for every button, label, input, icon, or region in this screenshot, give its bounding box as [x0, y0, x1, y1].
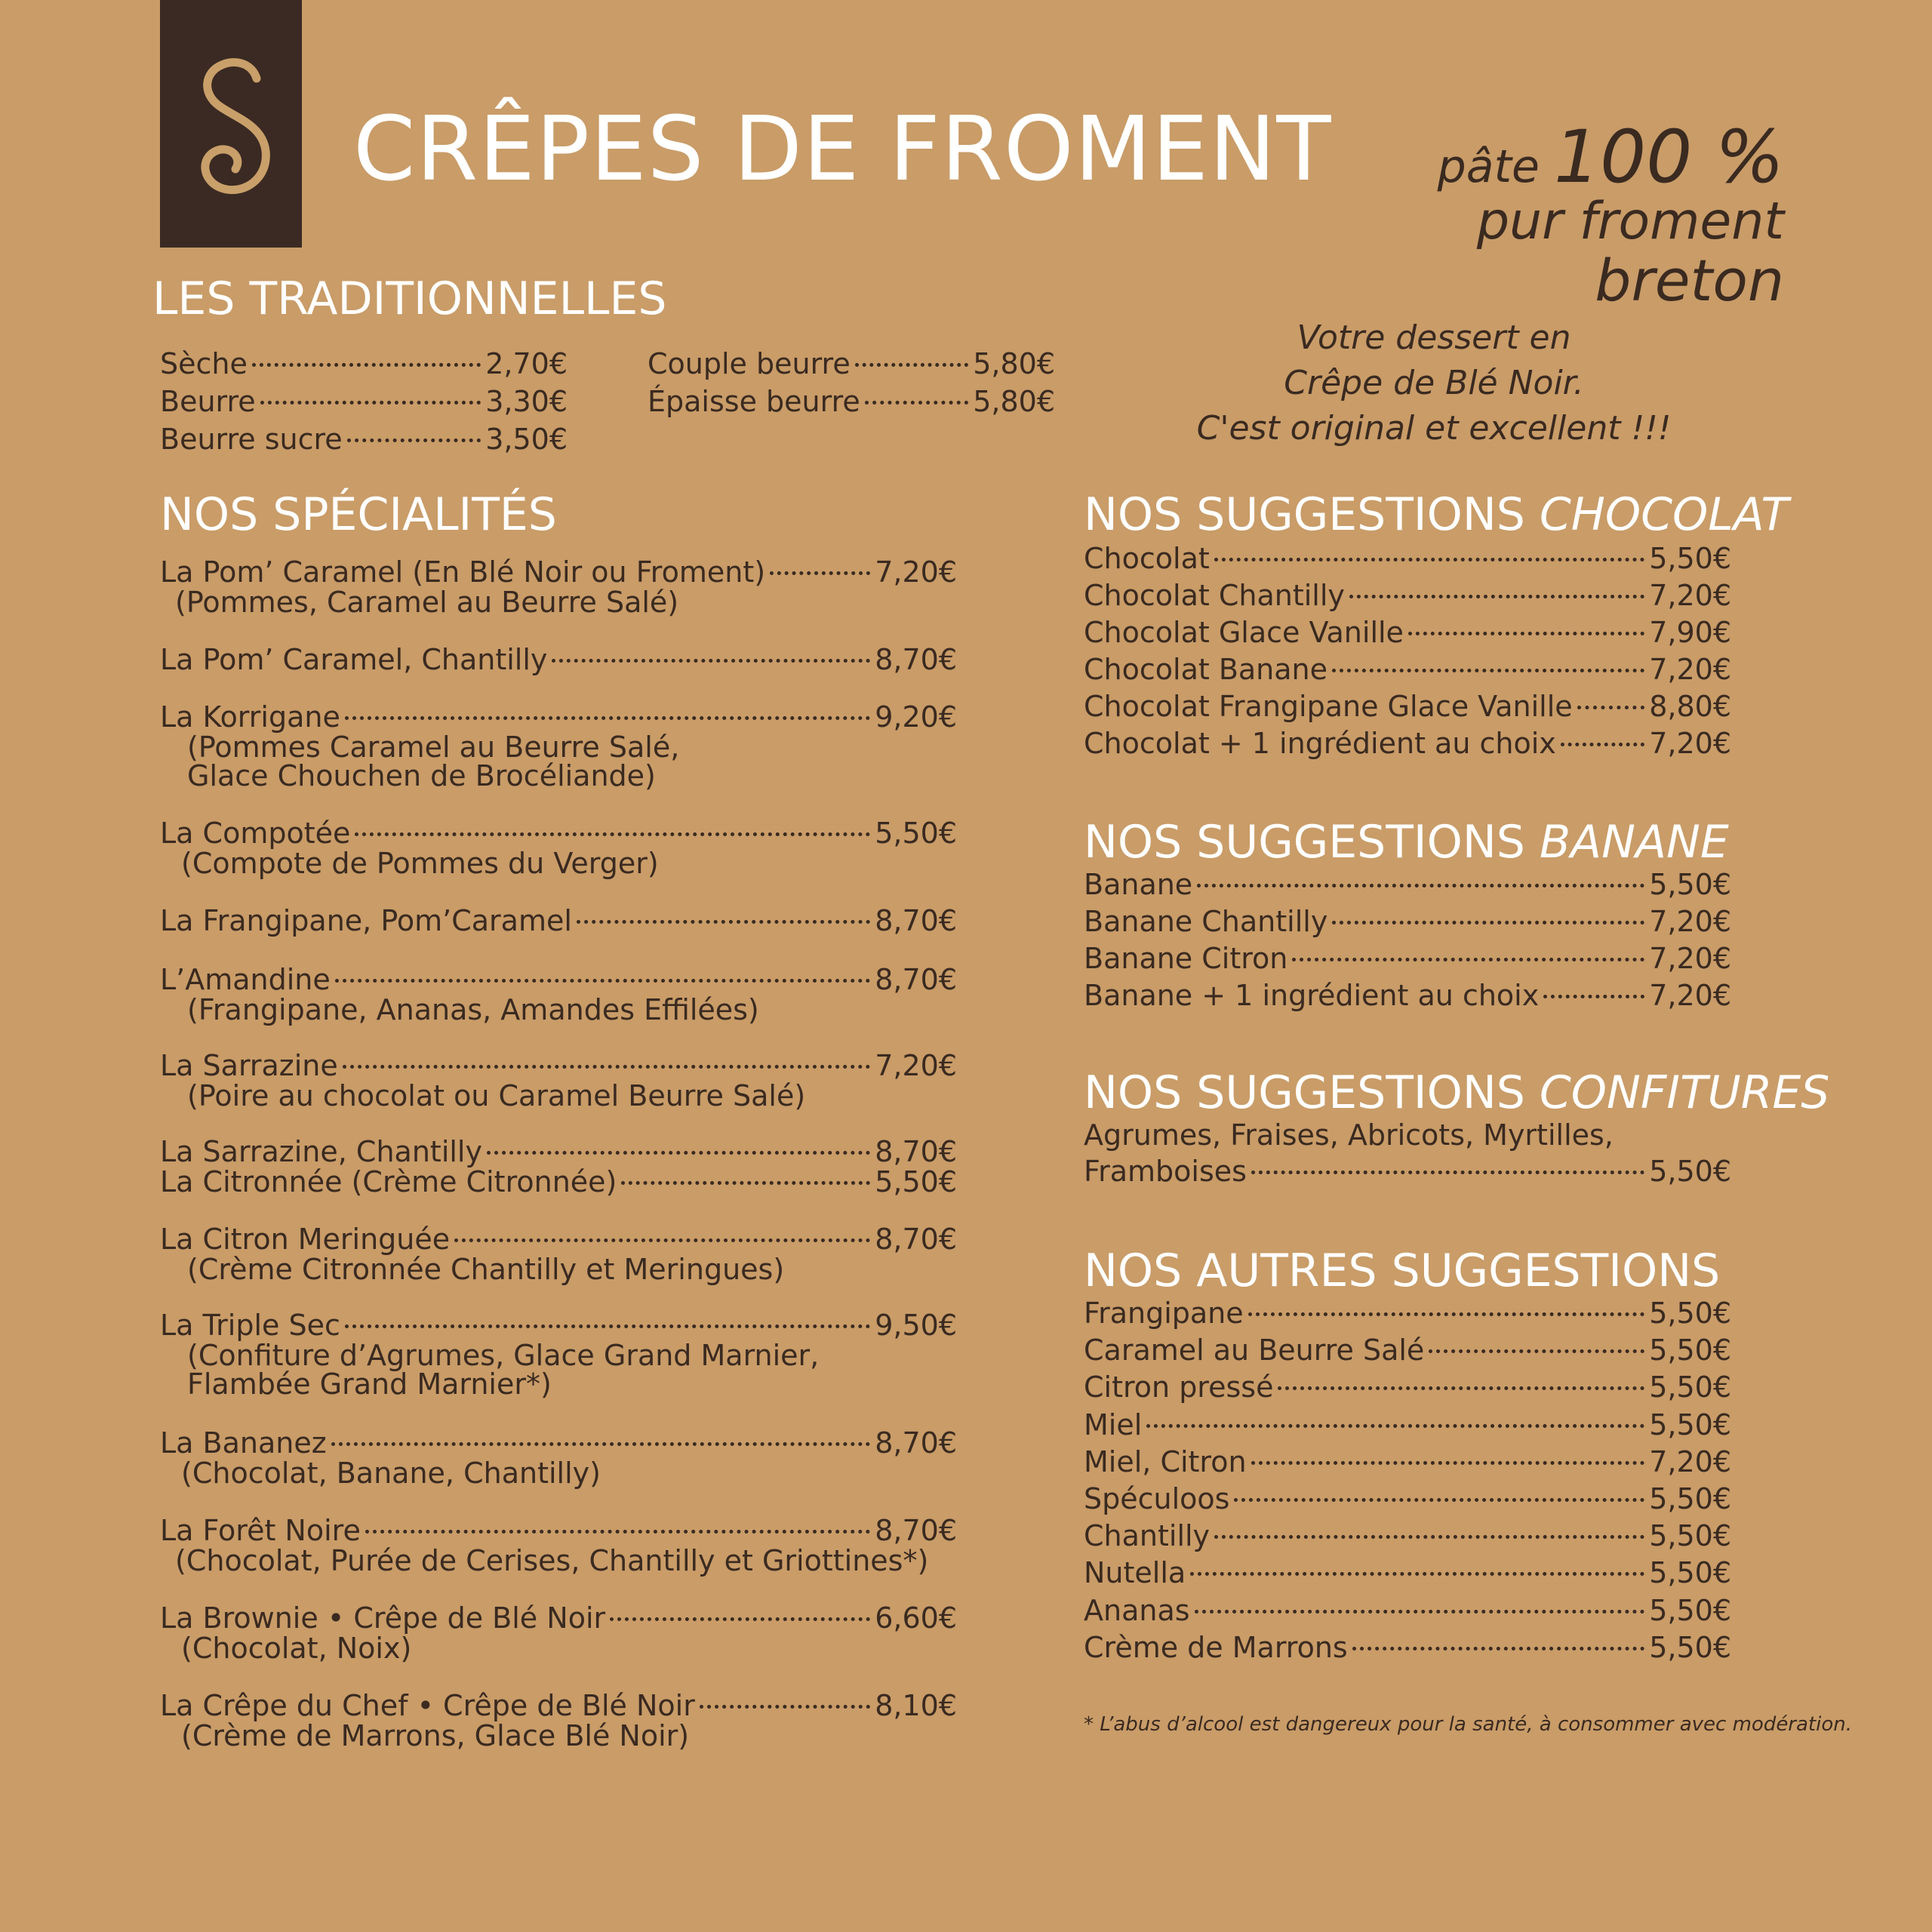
item-label: Chocolat Frangipane Glace Vanille [1084, 690, 1573, 723]
menu-item [1084, 540, 1731, 577]
leader-dots [1251, 1171, 1644, 1174]
item-label: La Korrigane [160, 700, 340, 734]
item-label: Banane + 1 ingrédient au choix [1084, 979, 1540, 1012]
menu-item [1084, 1407, 1731, 1443]
item-name [1084, 1407, 1142, 1443]
section-heading-text: LES TRADITIONNELLES [152, 272, 667, 325]
leader-dots [770, 571, 870, 575]
heading-traditionnelles [152, 272, 667, 325]
menu-item [1084, 1481, 1731, 1517]
item-label: Nutella [1084, 1556, 1186, 1590]
item-price: 8,70€ [875, 1223, 957, 1256]
menu-item [160, 1048, 957, 1084]
item-name [1084, 1332, 1424, 1368]
leader-dots [355, 832, 870, 836]
item-price: 7,20€ [1649, 579, 1731, 612]
menu-item [1084, 1153, 1731, 1189]
item-name [1084, 688, 1573, 724]
item-description: Glace Chouchen de Brocéliande) [187, 759, 656, 792]
item-label: La Citronnée [160, 1165, 343, 1198]
leader-dots [1195, 1610, 1645, 1614]
item-price: 8,70€ [875, 643, 957, 676]
item-label: Framboises [1084, 1155, 1247, 1188]
item-name [160, 1425, 327, 1461]
item-label: L’Amandine [160, 963, 331, 996]
item-label: Miel [1084, 1407, 1143, 1441]
item-name [160, 1307, 340, 1343]
leader-dots [347, 438, 481, 442]
section-heading-emphasis: CONFITURES [1539, 1066, 1830, 1119]
item-price: 7,20€ [875, 1049, 957, 1082]
item-description: (Pommes Caramel au Beurre Salé, [187, 731, 680, 764]
item-name [1084, 1481, 1229, 1517]
tagline [1437, 115, 1784, 314]
item-price: 5,50€ [1649, 868, 1731, 901]
item-name [1084, 940, 1287, 977]
item-label: La Crêpe du Chef [160, 1689, 408, 1722]
tagline-line3: breton [1595, 247, 1784, 314]
heading-confitures [1084, 1066, 1830, 1119]
item-label: Banane Chantilly [1084, 905, 1328, 938]
item-name [1084, 1153, 1247, 1189]
item-price: 5,50€ [1649, 1482, 1731, 1515]
dessert-line: C'est original et excellent !!! [1196, 409, 1672, 448]
item-price: 7,20€ [1649, 727, 1731, 760]
item-name [160, 961, 331, 998]
item-name [160, 815, 350, 851]
item-name [1084, 977, 1539, 1014]
item-price: 7,90€ [1649, 616, 1731, 649]
item-name [160, 383, 256, 420]
leader-dots [700, 1705, 870, 1709]
item-label: Chocolat Glace Vanille [1084, 616, 1404, 649]
item-price: 5,50€ [1649, 1556, 1731, 1590]
menu-item [160, 1600, 957, 1636]
menu-item [160, 421, 568, 457]
item-label: Frangipane [1084, 1297, 1244, 1330]
item-name [1084, 866, 1192, 903]
leader-dots [1577, 706, 1645, 709]
footnote: * L’abus d’alcool est dangereux pour la santé, à consommer avec modération. [1084, 1713, 1852, 1736]
item-label: Chantilly [1084, 1519, 1211, 1553]
menu-item [1084, 1555, 1731, 1591]
section-heading-emphasis: BANANE [1539, 816, 1729, 869]
menu-item [160, 1221, 957, 1257]
item-name [1084, 1555, 1186, 1591]
item-name [1084, 725, 1556, 761]
leader-dots [1234, 1498, 1644, 1502]
item-description: (Chocolat, Noix) [181, 1632, 412, 1665]
item-price: 7,20€ [1649, 653, 1731, 686]
menu-item [160, 1307, 957, 1343]
item-label: Chocolat [1084, 542, 1210, 575]
leader-dots [1561, 743, 1644, 746]
item-name [1084, 1369, 1273, 1405]
item-name [1084, 903, 1327, 940]
menu-item [160, 346, 568, 382]
leader-dots [1332, 669, 1644, 672]
item-price: 5,50€ [1649, 1297, 1731, 1330]
menu-item [648, 383, 1055, 420]
item-description: (Crème Citronnée Chantilly et Meringues) [187, 1253, 785, 1286]
leader-dots [345, 716, 870, 720]
item-description: (Chocolat, Banane, Chantilly) [181, 1457, 601, 1490]
item-label: La Sarrazine [160, 1049, 338, 1082]
menu-item [160, 1164, 957, 1200]
item-label: Beurre [160, 385, 256, 418]
item-price: 5,50€ [1649, 1593, 1731, 1627]
item-label: La Triple Sec [160, 1309, 340, 1342]
item-label: Chocolat Banane [1084, 653, 1328, 686]
leader-dots [1248, 1312, 1645, 1316]
item-description: (Chocolat, Purée de Cerises, Chantilly et Griottines*) [175, 1544, 929, 1577]
section-heading-text: NOS SUGGESTIONS [1084, 1066, 1525, 1119]
item-description: (Frangipane, Ananas, Amandes Effilées) [187, 993, 759, 1026]
menu-item [160, 641, 957, 678]
menu-item [1084, 725, 1731, 761]
item-description: Flambée Grand Marnier*) [187, 1367, 552, 1401]
item-price: 6,60€ [875, 1601, 957, 1635]
item-price: 8,80€ [1649, 690, 1731, 723]
item-name [1084, 1295, 1244, 1331]
menu-item [160, 1512, 957, 1549]
item-name [160, 1687, 695, 1724]
item-label: La Forêt Noire [160, 1514, 361, 1547]
item-name [160, 554, 765, 590]
leader-dots [855, 363, 968, 367]
menu-item [1084, 577, 1731, 614]
item-price: 9,50€ [875, 1309, 957, 1342]
tagline-pre: pâte [1437, 140, 1540, 193]
item-price: 9,20€ [875, 700, 957, 734]
item-label: Chocolat Chantilly [1084, 579, 1345, 612]
item-label: Couple beurre [648, 347, 851, 380]
item-label: La Pom’ Caramel [160, 555, 404, 589]
item-label: Spéculoos [1084, 1482, 1230, 1515]
item-label: Crème de Marrons [1084, 1630, 1348, 1664]
item-name [160, 421, 343, 457]
menu-item [160, 383, 568, 420]
item-name [160, 1048, 338, 1084]
menu-item [648, 346, 1055, 382]
leader-dots [1292, 958, 1644, 961]
dessert-line: Votre dessert en [1297, 318, 1571, 357]
item-price: 5,50€ [1649, 1519, 1731, 1553]
item-extra: • Crêpe de Blé Noir [318, 1601, 606, 1635]
item-description: (Compote de Pommes du Verger) [181, 847, 659, 880]
item-label: La Brownie [160, 1601, 318, 1635]
heading-specialites [160, 488, 557, 541]
item-price: 8,10€ [875, 1689, 957, 1722]
menu-item [1084, 1369, 1731, 1405]
item-name [1084, 540, 1210, 577]
item-name [648, 346, 851, 382]
menu-item [1084, 1444, 1731, 1480]
item-price: 5,50€ [1649, 1371, 1731, 1404]
menu-item [1084, 1518, 1731, 1554]
menu-item [1084, 1629, 1731, 1666]
menu-item [1084, 651, 1731, 688]
item-description: (Pommes, Caramel au Beurre Salé) [175, 586, 679, 619]
leader-dots [345, 1324, 870, 1328]
item-price: 5,50€ [1649, 1155, 1731, 1188]
item-price: 8,70€ [875, 1135, 957, 1168]
leader-dots [331, 1442, 871, 1446]
item-label: Banane Citron [1084, 942, 1288, 975]
item-price: 8,70€ [875, 904, 957, 937]
item-price: 5,50€ [875, 1165, 957, 1198]
leader-dots [552, 659, 870, 663]
item-extra: (Crème Citronnée) [342, 1165, 617, 1198]
s-monogram-icon [160, 0, 302, 248]
leader-dots [454, 1238, 870, 1242]
menu-item [160, 815, 957, 851]
item-price: 7,20€ [1649, 942, 1731, 975]
menu-item [160, 554, 957, 590]
item-price: 3,30€ [485, 385, 568, 418]
menu-item [1084, 903, 1731, 940]
item-price: 3,50€ [485, 423, 568, 456]
menu-item [1084, 977, 1731, 1014]
item-name [1084, 1629, 1348, 1666]
item-label: Banane [1084, 868, 1193, 901]
leader-dots [1349, 595, 1644, 598]
item-name [1084, 1592, 1190, 1629]
item-price: 5,50€ [1649, 1334, 1731, 1367]
leader-dots [1278, 1386, 1644, 1390]
tagline-percent: 100 % [1554, 115, 1784, 199]
menu-item [1084, 1592, 1731, 1629]
heading-chocolat [1084, 488, 1789, 541]
menu-item [1084, 940, 1731, 977]
logo [160, 0, 302, 248]
item-price: 8,70€ [875, 1514, 957, 1547]
item-description: (Confiture d’Agrumes, Glace Grand Marnier, [187, 1339, 820, 1372]
item-price: 5,50€ [1649, 1407, 1731, 1441]
item-label: Citron pressé [1084, 1371, 1274, 1404]
heading-autres [1084, 1244, 1721, 1297]
item-name [160, 1600, 605, 1636]
heading-banane [1084, 816, 1729, 869]
leader-dots [1408, 632, 1644, 635]
item-price: 7,20€ [1649, 1444, 1731, 1478]
leader-dots [1429, 1349, 1644, 1353]
item-price: 5,80€ [973, 347, 1055, 380]
leader-dots [1197, 884, 1644, 888]
item-price: 5,50€ [1649, 542, 1731, 575]
item-name [160, 1221, 450, 1257]
leader-dots [1190, 1572, 1644, 1576]
section-heading-text: NOS SUGGESTIONS [1084, 488, 1525, 541]
item-price: 8,70€ [875, 963, 957, 996]
item-label: La Pom’ Caramel, Chantilly [160, 643, 548, 676]
item-name [160, 641, 547, 678]
item-name [1084, 577, 1345, 614]
leader-dots [335, 979, 870, 983]
item-label: Ananas [1084, 1593, 1190, 1627]
item-name [160, 903, 572, 939]
leader-dots [1543, 995, 1644, 998]
item-label: Beurre sucre [160, 423, 343, 456]
leader-dots [365, 1530, 870, 1534]
item-extra: • Crêpe de Blé Noir [408, 1689, 695, 1722]
item-label: Chocolat + 1 ingrédient au choix [1084, 727, 1556, 760]
confitures-list: Agrumes, Fraises, Abricots, Myrtilles, [1084, 1118, 1614, 1152]
item-name [648, 383, 860, 420]
item-name [160, 346, 248, 382]
item-label: Épaisse beurre [648, 385, 860, 418]
leader-dots [1352, 1647, 1645, 1651]
leader-dots [1146, 1424, 1644, 1428]
menu-item [1084, 614, 1731, 651]
section-heading-text: NOS SPÉCIALITÉS [160, 488, 557, 541]
leader-dots [865, 401, 968, 405]
item-name [160, 1512, 361, 1549]
item-price: 5,50€ [875, 817, 957, 850]
item-label: Miel, Citron [1084, 1444, 1247, 1478]
item-price: 5,50€ [1649, 1630, 1731, 1664]
item-name [160, 1164, 617, 1200]
menu-item [1084, 688, 1731, 724]
leader-dots [252, 363, 481, 367]
section-heading-emphasis: CHOCOLAT [1539, 488, 1789, 541]
item-label: La Frangipane, Pom’Caramel [160, 904, 572, 937]
leader-dots [343, 1065, 870, 1069]
leader-dots [1332, 921, 1644, 924]
item-price: 8,70€ [875, 1426, 957, 1460]
item-extra: (En Blé Noir ou Froment) [403, 555, 766, 589]
item-label: La Bananez [160, 1426, 327, 1460]
item-name [1084, 1518, 1210, 1554]
item-price: 2,70€ [485, 347, 568, 380]
item-price: 7,20€ [1649, 979, 1731, 1012]
item-label: Sèche [160, 347, 248, 380]
page-title: CRÊPES DE FROMENT [353, 97, 1332, 201]
menu-item [1084, 1295, 1731, 1331]
menu-item [160, 1687, 957, 1724]
leader-dots [1214, 1535, 1644, 1539]
leader-dots [610, 1617, 870, 1621]
leader-dots [621, 1181, 870, 1185]
item-label: La Citron Meringuée [160, 1223, 451, 1256]
leader-dots [1251, 1461, 1645, 1465]
item-name [160, 699, 340, 735]
dessert-line: Crêpe de Blé Noir. [1284, 364, 1584, 402]
section-heading-text: NOS SUGGESTIONS [1084, 816, 1525, 869]
item-name [1084, 614, 1404, 651]
menu-item [160, 961, 957, 998]
leader-dots [1214, 558, 1644, 561]
item-label: Caramel au Beurre Salé [1084, 1334, 1425, 1367]
item-description: (Crème de Marrons, Glace Blé Noir) [181, 1719, 690, 1752]
leader-dots [487, 1151, 870, 1155]
leader-dots [260, 401, 481, 405]
item-label: La Sarrazine, Chantilly [160, 1135, 482, 1168]
menu-item [1084, 1332, 1731, 1368]
menu-item [160, 699, 957, 735]
item-price: 5,80€ [973, 385, 1055, 418]
item-description: (Poire au chocolat ou Caramel Beurre Salé) [187, 1079, 806, 1112]
dessert-note [1177, 315, 1690, 451]
leader-dots [577, 920, 870, 924]
tagline-line2: pur froment [1476, 192, 1784, 251]
item-price: 7,20€ [1649, 905, 1731, 938]
menu-item [160, 903, 957, 939]
section-heading-text: NOS AUTRES SUGGESTIONS [1084, 1244, 1721, 1297]
menu-item [1084, 866, 1731, 903]
item-label: La Compotée [160, 817, 351, 850]
item-price: 7,20€ [875, 555, 957, 589]
item-name [1084, 651, 1327, 688]
menu-item [160, 1425, 957, 1461]
item-name [1084, 1444, 1247, 1480]
